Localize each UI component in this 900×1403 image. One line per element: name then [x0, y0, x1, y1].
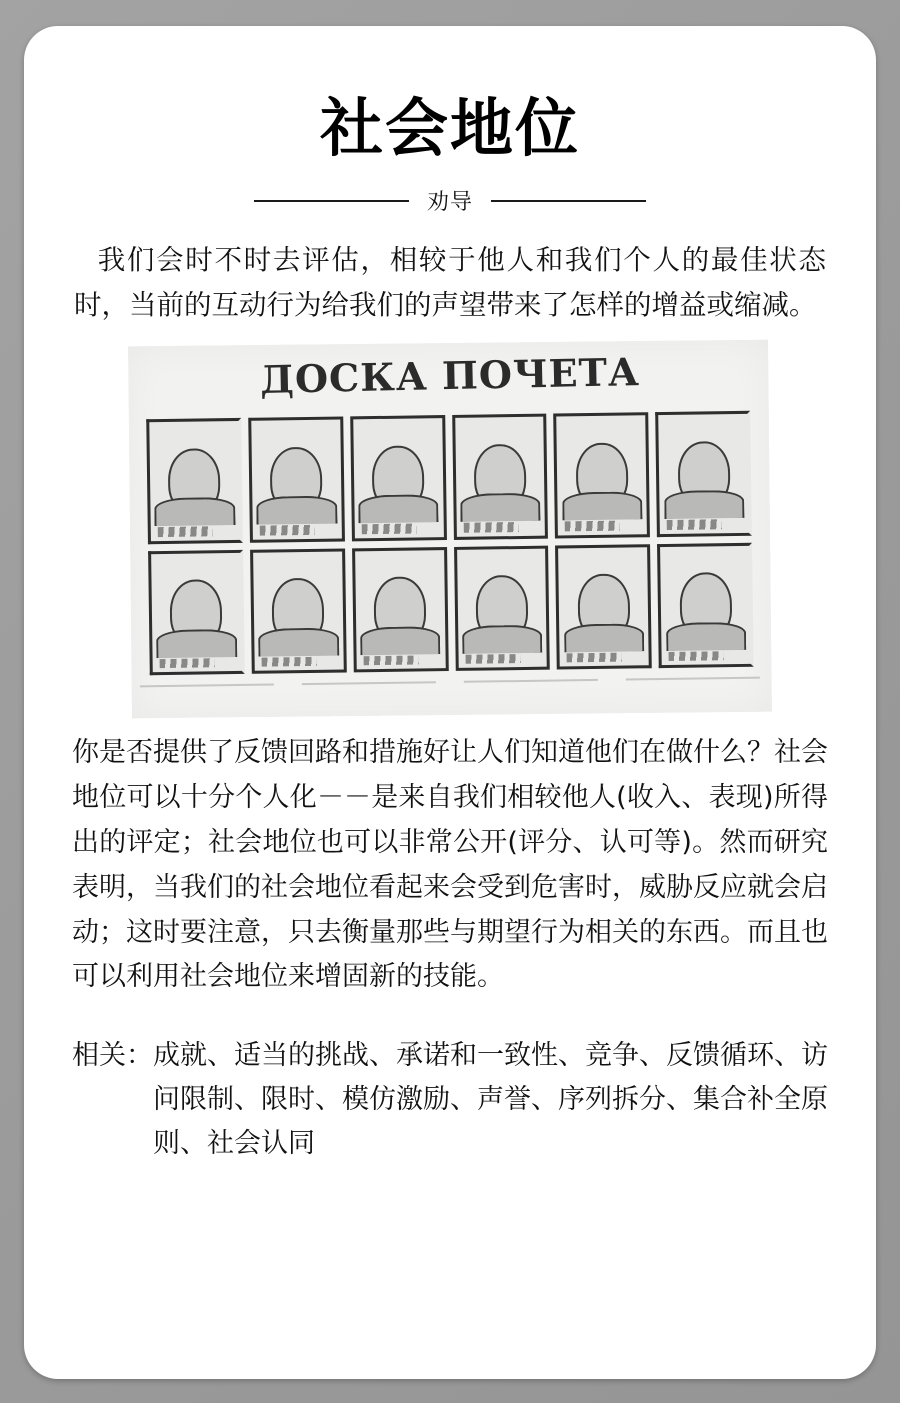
related-items: 成就、适当的挑战、承诺和一致性、竞争、反馈循环、访问限制、限时、模仿激励、声誉、序列拆分、集合补全原则、社会认同 — [153, 1040, 828, 1159]
portrait-item — [352, 547, 449, 673]
portrait-item — [248, 417, 345, 543]
portrait-item — [555, 544, 652, 670]
concept-card — [24, 26, 876, 1379]
portrait-item — [454, 546, 551, 672]
portrait-item — [657, 543, 754, 669]
portrait-item — [350, 415, 447, 541]
rule-left — [254, 200, 409, 202]
rule-right — [491, 200, 646, 202]
page-title: 社会地位 — [320, 92, 580, 165]
portrait-item — [655, 411, 752, 537]
lead-paragraph — [74, 238, 826, 327]
subtitle-row — [70, 185, 830, 216]
portrait-item — [148, 550, 245, 676]
lead-text: 我们会时不时去评估，相较于他人和我们个人的最佳状态时，当前的互动行为给我们的声望带来了怎样的增益或缩减。 — [74, 244, 826, 321]
portrait-item — [452, 414, 549, 540]
portrait-item — [554, 413, 651, 539]
portrait-item — [146, 418, 243, 544]
card-subtitle: 劝导 — [426, 190, 473, 216]
related-label: 相关： — [72, 1040, 153, 1072]
related-section — [72, 1034, 828, 1165]
illustration-honor-board — [130, 343, 770, 715]
portrait-item — [250, 548, 347, 674]
body-paragraph: 你是否提供了反馈回路和措施好让人们知道他们在做什么？社会地位可以十分个人化－－是来自我们相较他人(收入、表现)所得出的评定；社会地位也可以非常公开(评分、认可等)。然而研究表明，当我们的社会地位看起来会受到危害时，威胁反应就会启动；这时要注意，只去衡量那些与期望行为相关的东西。而且也可以利用社会地位来增固新的技能。 — [72, 737, 828, 993]
board-title: ДОСКА ПОЧЕТА — [259, 349, 641, 403]
portrait-grid — [146, 411, 754, 675]
